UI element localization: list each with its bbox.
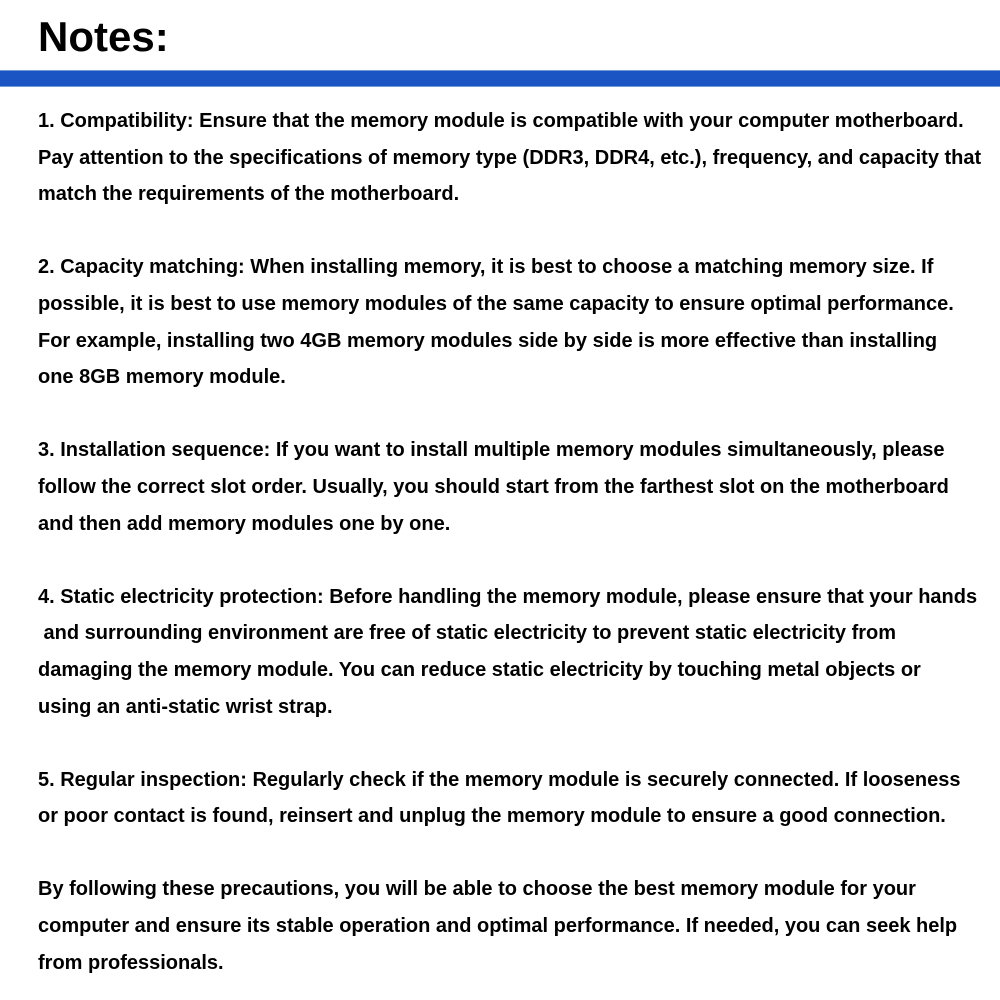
- note-line: possible, it is best to use memory modules of the same capacity to ensure optimal performance.: [38, 292, 954, 315]
- notes-content: [0, 87, 1000, 981]
- accent-divider-bar: [0, 70, 1000, 87]
- note-paragraph-compatibility: [38, 103, 985, 213]
- note-line: For example, installing two 4GB memory modules side by side is more effective than installing: [38, 329, 938, 352]
- note-line: By following these precautions, you will be able to choose the best memory module for your: [38, 878, 916, 901]
- note-line: 4. Static electricity protection: Before handling the memory module, please ensure that your hands: [38, 585, 978, 608]
- note-line: using an anti-static wrist strap.: [38, 695, 333, 718]
- note-line: 1. Compatibility: Ensure that the memory module is compatible with your computer motherboard.: [38, 110, 964, 132]
- note-line: 3. Installation sequence: If you want to install multiple memory modules simultaneously, please: [38, 439, 945, 462]
- note-paragraph-capacity-matching: [38, 249, 985, 395]
- note-line: damaging the memory module. You can reduce static electricity by touching metal objects or: [38, 658, 921, 681]
- note-paragraph-static-protection: [38, 579, 985, 725]
- note-line: and surrounding environment are free of static electricity to prevent static electricity from: [38, 622, 897, 645]
- note-line: 5. Regular inspection: Regularly check if the memory module is securely connected. If looseness: [38, 768, 961, 791]
- note-paragraph-installation-sequence: [38, 432, 985, 542]
- note-paragraph-regular-inspection: [38, 762, 985, 835]
- note-line: computer and ensure its stable operation and optimal performance. If needed, you can seek help: [38, 915, 958, 938]
- page-title: Notes:: [38, 13, 169, 60]
- note-line: from professionals.: [38, 951, 224, 974]
- note-line: or poor contact is found, reinsert and unplug the memory module to ensure a good connection.: [38, 805, 946, 828]
- note-line: Pay attention to the specifications of memory type (DDR3, DDR4, etc.), frequency, and capacity that: [38, 146, 982, 169]
- note-line: one 8GB memory module.: [38, 366, 286, 389]
- note-line: and then add memory modules one by one.: [38, 512, 451, 535]
- note-line: match the requirements of the motherboard.: [38, 183, 460, 206]
- note-paragraph-conclusion: [38, 871, 985, 981]
- note-line: 2. Capacity matching: When installing memory, it is best to choose a matching memory size. If: [38, 256, 934, 279]
- note-line: follow the correct slot order. Usually, you should start from the farthest slot on the motherboard: [38, 475, 949, 498]
